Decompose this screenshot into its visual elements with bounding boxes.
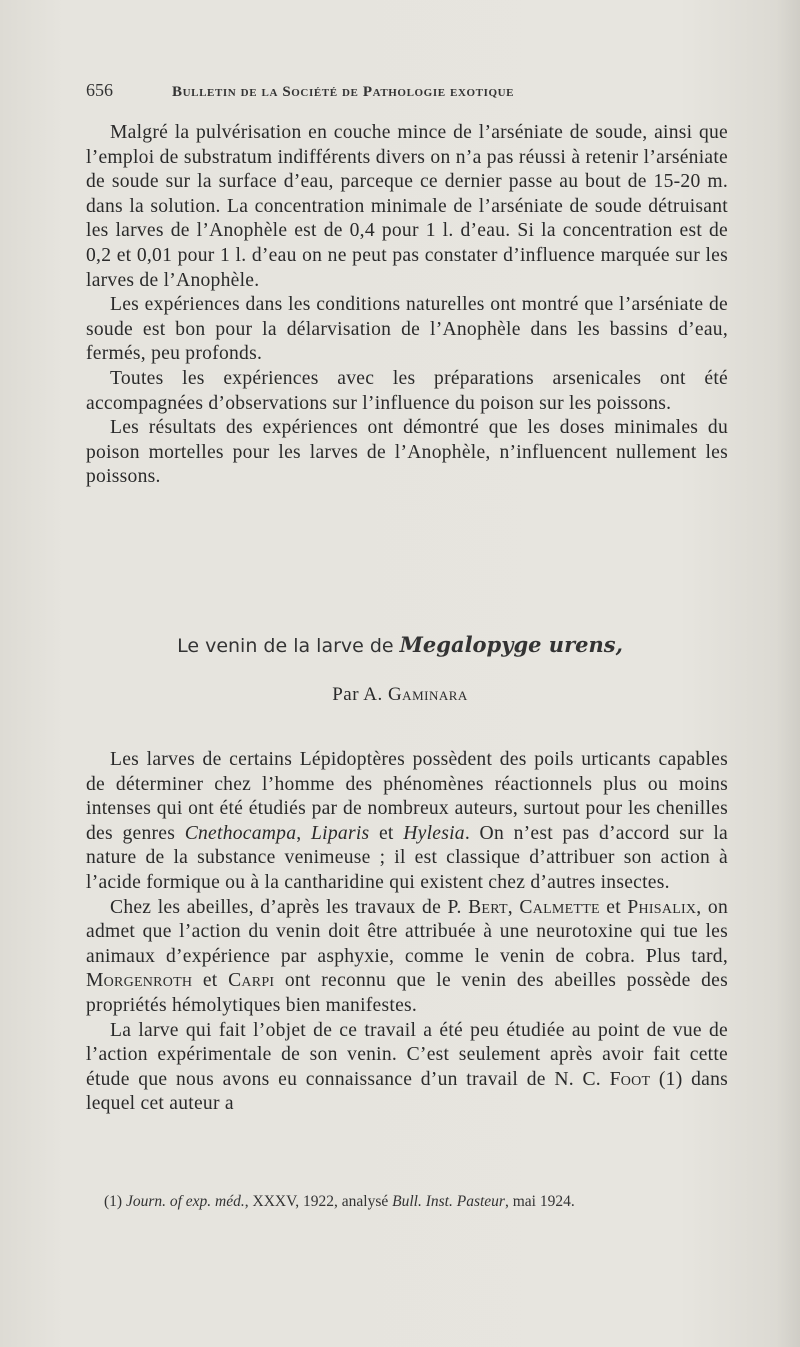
footnote-date: , mai 1924. <box>504 1193 575 1210</box>
author-name: Phisalix <box>627 896 697 918</box>
author-name: Carpi <box>228 970 275 992</box>
page-number: 656 <box>86 80 113 100</box>
genus-name: Cnethocampa <box>184 822 297 844</box>
text-run: Les larves de certains Lépidoptères possèdent des poils urticants capables de déterminer chez l’homme des phénomènes réactionnels plus ou moins intenses qui ont été étudiés par de nombreux auteurs, surtout pour les chenilles des genres <box>86 749 728 844</box>
footnote-journal: Journ. of exp. méd. <box>125 1193 245 1210</box>
paragraph: Toutes les expériences avec les préparations arsenicales ont été accompagnées d’observations sur l’influence du poison sur les poissons. <box>86 367 728 414</box>
previous-article-conclusion <box>86 121 728 490</box>
genus-name: Liparis <box>311 822 370 844</box>
byline-author: Gaminara <box>387 684 468 705</box>
text-run: ont reconnu que le venin des abeilles possède des propriétés hémolytiques bien manifestes. <box>86 970 729 1016</box>
text-run: , <box>296 822 312 844</box>
footnote-reference: , XXXV, 1922, analysé <box>244 1193 393 1210</box>
text-run: , <box>507 896 520 918</box>
page-header <box>86 80 726 101</box>
author-name: Calmette <box>519 896 600 918</box>
paragraph: Les expériences dans les conditions naturelles ont montré que l’arséniate de soude est bon pour la délarvisation de l’Anophèle dans les bassins d’eau, fermés, peu profonds. <box>86 294 728 365</box>
article-title-species: Megalopyge urens, <box>399 632 623 657</box>
footnote-marker: (1) <box>104 1193 123 1210</box>
text-run: et <box>192 970 229 992</box>
paragraph <box>86 748 728 896</box>
byline-prefix: Par A. <box>332 684 383 705</box>
text-run: , on admet que l’action du venin doit être attribuée à une neurotoxine qui tue les animaux d’expérience par asphyxie, comme le venin de cobra. Plus tard, <box>86 896 728 967</box>
text-run: (1) dans lequel cet auteur a <box>86 1068 728 1115</box>
footnote <box>104 1193 744 1211</box>
text-run: et <box>599 896 628 918</box>
article-byline <box>0 684 800 706</box>
author-name: Bert <box>468 896 508 918</box>
running-head: Bulletin de la Société de Pathologie exotique <box>172 84 515 100</box>
text-run: Chez les abeilles, d’après les travaux de P. <box>110 896 469 918</box>
article-body <box>86 748 728 1117</box>
article-title <box>0 632 800 657</box>
paragraph: Les résultats des expériences ont démontré que les doses minimales du poison mortelles pour les larves de l’Anophèle, n’influencent nullement les poissons. <box>86 417 728 488</box>
text-run: et <box>369 822 404 844</box>
paragraph <box>86 1019 728 1117</box>
genus-name: Hylesia <box>403 822 465 844</box>
paragraph: Malgré la pulvérisation en couche mince de l’arséniate de soude, ainsi que l’emploi de substratum indifférents divers on n’a pas réussi à retenir l’arséniate de soude sur la surface d’eau, parceque ce dernier passe au bout de 15-20 m. dans la solution. La concentration minimale de l’arséniate de soude détruisant les larves de l’Anophèle est de 0,4 pour 1 l. d’eau. Si la concentration est de 0,2 et 0,01 pour 1 l. d’eau on ne peut pas constater d’influence marquée sur les larves de l’Anophèle. <box>86 122 728 291</box>
text-run: . On n’est pas d’accord sur la nature de la substance venimeuse ; il est classique d’attribuer son action à l’acide formique ou à la cantharidine qui existent chez d’autres insectes. <box>86 822 729 893</box>
author-name: Foot <box>609 1068 651 1090</box>
text-run: La larve qui fait l’objet de ce travail a été peu étudiée au point de vue de l’action expérimentale de son venin. C’est seulement après avoir fait cette étude que nous avons eu connaissance d’un travail de N. C. <box>86 1019 728 1090</box>
paragraph <box>86 896 728 1019</box>
footnote-bulletin: Bull. Inst. Pasteur <box>392 1193 505 1210</box>
author-name: Morgenroth <box>86 970 193 992</box>
article-title-prefix: Le venin de la larve de <box>177 635 394 657</box>
